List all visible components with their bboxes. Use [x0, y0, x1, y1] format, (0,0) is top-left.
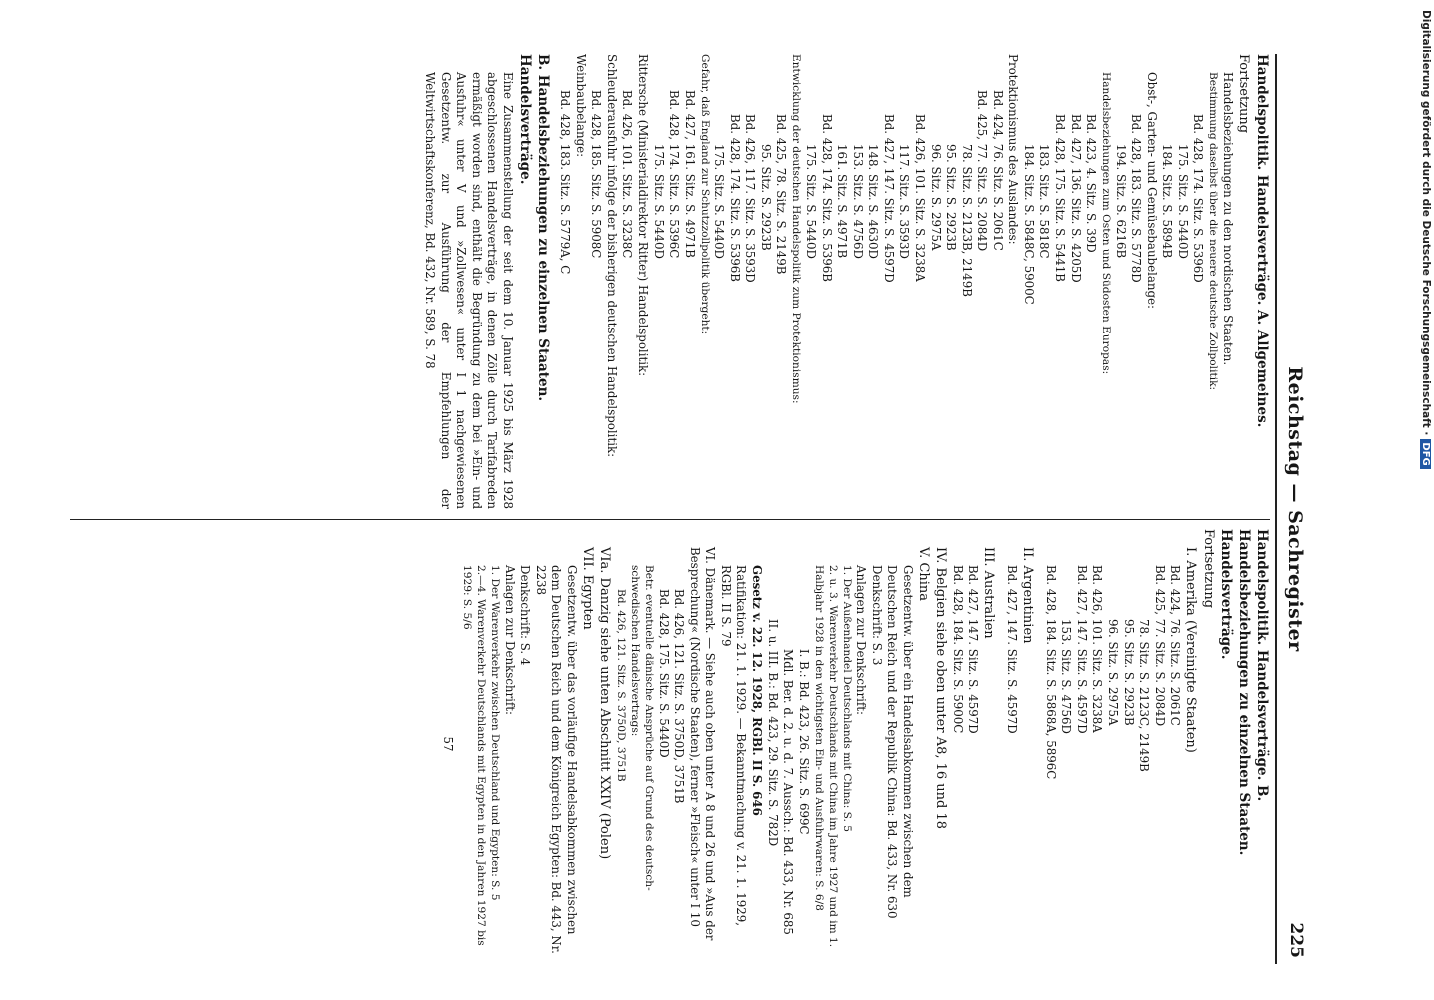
- entry-heading: Obst-, Garten- und Gemüsebaubelange:: [1144, 72, 1159, 310]
- reference-line: 96. Sitz. S. 2975A: [1106, 619, 1120, 726]
- reference-line: Bd. 426, 101. Sitz. S. 3238A: [912, 114, 927, 282]
- ratification-line: Ratifikation: 21. 1. 1929. — Bekanntmachung v. 21. 1. 1929, RGBl. II S. 79: [718, 565, 749, 927]
- law-line: Gesetz v. 22. 12. 1928, RGBl. II S. 646: [750, 565, 765, 816]
- reference-line: Bd. 425, 77. Sitz. S. 2084D: [1152, 565, 1167, 727]
- column-divider: [70, 519, 1270, 520]
- country-heading: III. Australien: [981, 547, 997, 639]
- reference-line: Bd. 427, 147. Sitz. S. 4597D: [881, 114, 896, 283]
- country-heading: I. Amerika (Vereinigte Staaten): [1183, 547, 1199, 753]
- reference-line: Bd. 428, 183. Sitz. S. 5779A, C: [558, 90, 573, 275]
- annex-item: 1. Der Außenhandel Deutschlands mit China: S. 5: [840, 565, 853, 833]
- section-paragraph: Eine Zusammenstellung der seit dem 10. Januar 1925 bis März 1928 abgeschlossenen Handelsverträge, in denen Zölle durch Tarifabreden ermäßigt worden sind, enthält die Begründung zu dem bei »Ein- und Ausfuhr« unter V und »Zollwesen« unter I 1 nachgewiesenen Gesetzentw. zur Ausführung der Empfehlungen der Weltwirtschaftskonferenz, Bd. 432, Nr. 589, S. 78: [423, 72, 516, 509]
- reference-line: 78. Sitz. S. 2123B, 2149B: [959, 144, 974, 297]
- header-rule: [1275, 54, 1277, 964]
- reference-line: Bd. 427, 136. Sitz. S. 4205D: [1068, 114, 1083, 283]
- reference-line: 95. Sitz. S. 2923B: [1121, 619, 1136, 726]
- reference-line: Bd. 423, 4. Sitz. S. 39D: [1084, 114, 1099, 253]
- annex-heading: Anlagen zur Denkschrift:: [854, 565, 869, 715]
- bill-description: Gesetzentw. über ein Handelsabkommen zwischen dem Deutschen Reich und der Republik China: Bd. 433, Nr. 630: [885, 565, 915, 919]
- reference-line: Bd. 426, 117. Sitz. S. 3593D: [743, 114, 758, 283]
- rotated-sheet: [50, 54, 1310, 964]
- reference-line: Bd. 428, 174. Sitz. S. 5396B: [727, 114, 742, 282]
- memo-line: Denkschrift: S. 4: [518, 565, 533, 666]
- credit-text: Digitalisierung gefördert durch die Deutsche Forschungsgemeinschaft ·: [1420, 10, 1432, 436]
- digitization-credit: [1418, 10, 1432, 1000]
- reference-line: 175. Sitz. S. 5440D: [651, 144, 666, 259]
- reference-line: 183. Sitz. S. 5818C: [1037, 144, 1052, 259]
- reference-line: 117. Sitz. S. 3593D: [897, 144, 912, 259]
- reference-line: Bd. 427, 147. Sitz. S. 4597D: [1074, 565, 1089, 734]
- reference-line: Bd. 428, 183. Sitz. S. 5778D: [1129, 114, 1144, 283]
- country-heading: II. Argentinien: [1020, 547, 1036, 644]
- reference-line: 78. Sitz. S. 2123C, 2149B: [1137, 619, 1152, 772]
- reference-line: Bd. 428, 175. Sitz. S. 5441B: [1053, 114, 1068, 282]
- country-heading: V. China: [916, 547, 932, 601]
- reference-line: Bd. 425, 78. Sitz. S. 2149B: [774, 114, 789, 275]
- reference-line: Bd. 427, 147. Sitz. S. 4597D: [966, 565, 981, 734]
- reference-line: Bd. 428, 184. Sitz. S. 5868A, 5896C: [1043, 565, 1058, 780]
- right-column: [440, 529, 1270, 959]
- entry-heading: Rittersche (Ministerialdirektor Ritter) Handelspolitik:: [636, 54, 651, 377]
- entry-heading: Weinbaubelange:: [573, 54, 588, 158]
- section-heading: B. Handelsbeziehungen zu einzelnen Staaten. Handelsverträge.: [516, 54, 551, 402]
- reference-line: 184. Sitz. S. 5894B: [1160, 144, 1175, 259]
- reference-line: Bd. 428, 174. Sitz. S. 5396B: [819, 114, 834, 282]
- entry-heading: Handelsbeziehungen zum Osten und Südosten Europas:: [1100, 72, 1113, 375]
- reference-line: Bd. 425, 77. Sitz. S. 2084D: [975, 90, 990, 252]
- reference-line: Bd. 426, 101. Sitz. S. 3238A: [1090, 565, 1105, 733]
- report-line: Mdl. Ber. d. 2. u. d. 7. Aussch.: Bd. 433, Nr. 685: [781, 649, 796, 935]
- annex-item: 1. Der Warenverkehr zwischen Deutschland und Egypten: S. 5: [489, 565, 502, 901]
- reference-line: Bd. 427, 147. Sitz. S. 4597D: [1005, 565, 1020, 734]
- right-heading: Handelspolitik. Handelsverträge. B. Handelsbeziehungen zu einzelnen Staaten. Handelsverträge.: [1218, 529, 1270, 856]
- country-heading: IV. Belgien siehe oben unter A8, 16 und 18: [933, 547, 949, 830]
- entry-heading: Schleuderausfuhr infolge der bisherigen deutschen Handelspolitik:: [604, 54, 619, 458]
- reference-line: 153. Sitz. S. 4756D: [1059, 619, 1074, 734]
- entry-heading: Protektionismus des Auslandes:: [1006, 54, 1021, 245]
- country-heading: VIa. Danzig siehe unten Abschnitt XXIV (Polen): [597, 547, 613, 860]
- annex-heading: Anlagen zur Denkschrift:: [502, 565, 517, 715]
- entry-note: Bestimmung daselbst über die neuere deutsche Zollpolitik:: [1207, 72, 1220, 391]
- reference-line: 175. Sitz. S. 5440D: [1175, 144, 1190, 259]
- reference-line: 96. Sitz. S. 2975A: [928, 144, 943, 251]
- reference-line: 95. Sitz. S. 2923B: [758, 144, 773, 251]
- reading-line: I. B.: Bd. 423, 26. Sitz. S. 699C: [796, 649, 811, 835]
- right-continuation: Fortsetzung: [1200, 529, 1216, 609]
- entry-heading: Handelsbeziehungen zu den nordischen Staaten.: [1221, 72, 1236, 366]
- annex-item: 2.—4. Warenverkehr Deutschlands mit Egypten in den Jahren 1927 bis 1929: S. 5/6: [461, 565, 488, 946]
- reference-line: Bd. 426, 121. Sitz. S. 3750D, 3751B: [615, 589, 628, 782]
- reference-line: Bd. 428, 175. Sitz. S. 5440D: [656, 589, 671, 758]
- claim-note: Betr. eventuelle dänische Ansprüche auf Grund des deutsch-schwedischen Handelsvertrags:: [629, 565, 656, 891]
- left-column: [422, 54, 1270, 509]
- reference-line: 194. Sitz. S. 6216B: [1113, 144, 1128, 259]
- left-heading: Handelspolitik. Handelsverträge. A. Allgemeines.: [1254, 54, 1270, 428]
- reference-line: 153. Sitz. S. 4756D: [850, 144, 865, 259]
- header-title: Reichstag — Sachregister: [1284, 366, 1306, 652]
- reference-line: 148. Sitz. S. 4630D: [866, 144, 881, 259]
- dfg-logo: DFG: [1420, 439, 1431, 468]
- bill-description: Gesetzentw. über das vorläufige Handelsabkommen zwischen dem Deutschen Reich und dem Königreich Egypten: Bd. 443, Nr. 2238: [533, 565, 579, 954]
- country-heading: VII. Egypten: [580, 547, 596, 630]
- reference-line: Bd. 426, 101. Sitz. S. 3238C: [620, 90, 635, 259]
- page-number: 225: [1286, 922, 1306, 958]
- reference-line: Bd. 424, 76. Sitz. S. 2061C: [1168, 565, 1183, 726]
- reference-line: 161. Sitz. S. 4971B: [835, 144, 850, 259]
- entry-heading: Gefahr, daß England zur Schutzzollpolitik übergeht:: [698, 54, 711, 335]
- left-continuation: Fortsetzung: [1236, 54, 1252, 134]
- reference-line: Bd. 426, 121. Sitz. S. 3750D, 3751B: [672, 589, 687, 804]
- reading-line: II. u. III. B.: Bd. 423, 29. Sitz. S. 782D: [765, 619, 780, 847]
- reference-line: 184. Sitz. S. 5848C, 5900C: [1021, 144, 1036, 305]
- reference-line: Bd. 428, 184. Sitz. S. 5900C: [950, 565, 965, 734]
- reference-line: 95. Sitz. S. 2923B: [944, 144, 959, 251]
- country-heading: VI. Dänemark. — Siehe auch oben unter A 8 und 26 und »Aus der Besprechung« (Nordische Staaten), ferner »Fleisch« unter I 10: [687, 547, 718, 941]
- reference-line: Bd. 428, 174. Sitz. S. 5396D: [1191, 114, 1206, 283]
- reference-line: Bd. 428, 185. Sitz. S. 5908C: [589, 90, 604, 259]
- reference-line: Bd. 424, 76. Sitz. S. 2061C: [990, 90, 1005, 251]
- memo-line: Denkschrift: S. 3: [869, 565, 884, 666]
- page-header: [1270, 54, 1310, 964]
- reference-line: 175. Sitz. S. 5440D: [804, 144, 819, 259]
- reference-line: 175. Sitz. S. 5440D: [712, 144, 727, 259]
- footer-number: 57: [441, 736, 456, 752]
- entry-heading: Entwicklung der deutschen Handelspolitik zum Protektionismus:: [790, 54, 803, 404]
- reference-line: Bd. 427, 161. Sitz. S. 4971B: [682, 90, 697, 258]
- reference-line: Bd. 428, 174. Sitz. S. 5396C: [667, 90, 682, 259]
- annex-item: 2. u. 3. Warenverkehr Deutschlands mit China im Jahre 1927 und im 1. Halbjahr 1928 in den wichtigsten Ein- und Ausfuhrwaren: S. 6/8: [812, 565, 839, 948]
